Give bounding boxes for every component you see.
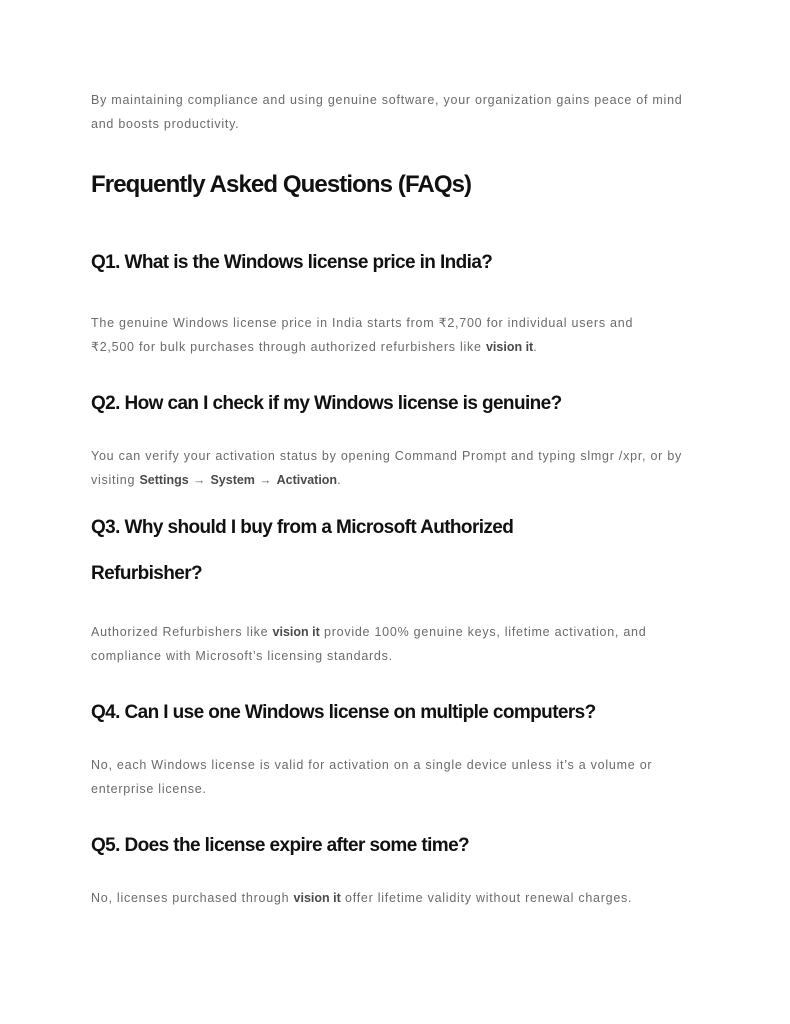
system-label: System [210, 473, 255, 487]
faq-q4-heading: Q4. Can I use one Windows license on multiple computers? [91, 702, 596, 723]
faq-q4-answer: No, each Windows license is valid for activation on a single device unless it’s a volume or enterprise license. [91, 758, 653, 796]
faq-q3-heading: Q3. Why should I buy from a Microsoft Authorized Refurbisher? [91, 517, 514, 584]
brand-name: vision it [485, 340, 534, 354]
faq-q5-answer: No, licenses purchased through vision it offer lifetime validity without renewal charges. [91, 891, 633, 905]
brand-name: vision it [272, 625, 320, 639]
faq-q2-heading: Q2. How can I check if my Windows license is genuine? [91, 393, 562, 414]
brand-name: vision it [293, 891, 341, 905]
faq-q5-heading: Q5. Does the license expire after some time? [91, 835, 470, 856]
activation-label: Activation [276, 473, 338, 487]
faq-heading: Frequently Asked Questions (FAQs) [91, 171, 472, 198]
intro-paragraph: By maintaining compliance and using genuine software, your organization gains peace of mind and boosts productivity. [91, 93, 683, 131]
faq-q3-answer: Authorized Refurbishers like vision it provide 100% genuine keys, lifetime activation, and compliance with Microsoft’s licensing standards. [91, 625, 647, 663]
faq-q2-answer: You can verify your activation status by opening Command Prompt and typing slmgr /xpr, or by visiting Settings → System → Activation. [91, 449, 683, 487]
settings-label: Settings [139, 473, 189, 487]
faq-q1-heading: Q1. What is the Windows license price in India? [91, 252, 493, 273]
faq-q1-answer: The genuine Windows license price in India starts from ₹2,700 for individual users and ₹2,500 for bulk purchases through authorized refurbishers like vision it. [91, 316, 634, 354]
